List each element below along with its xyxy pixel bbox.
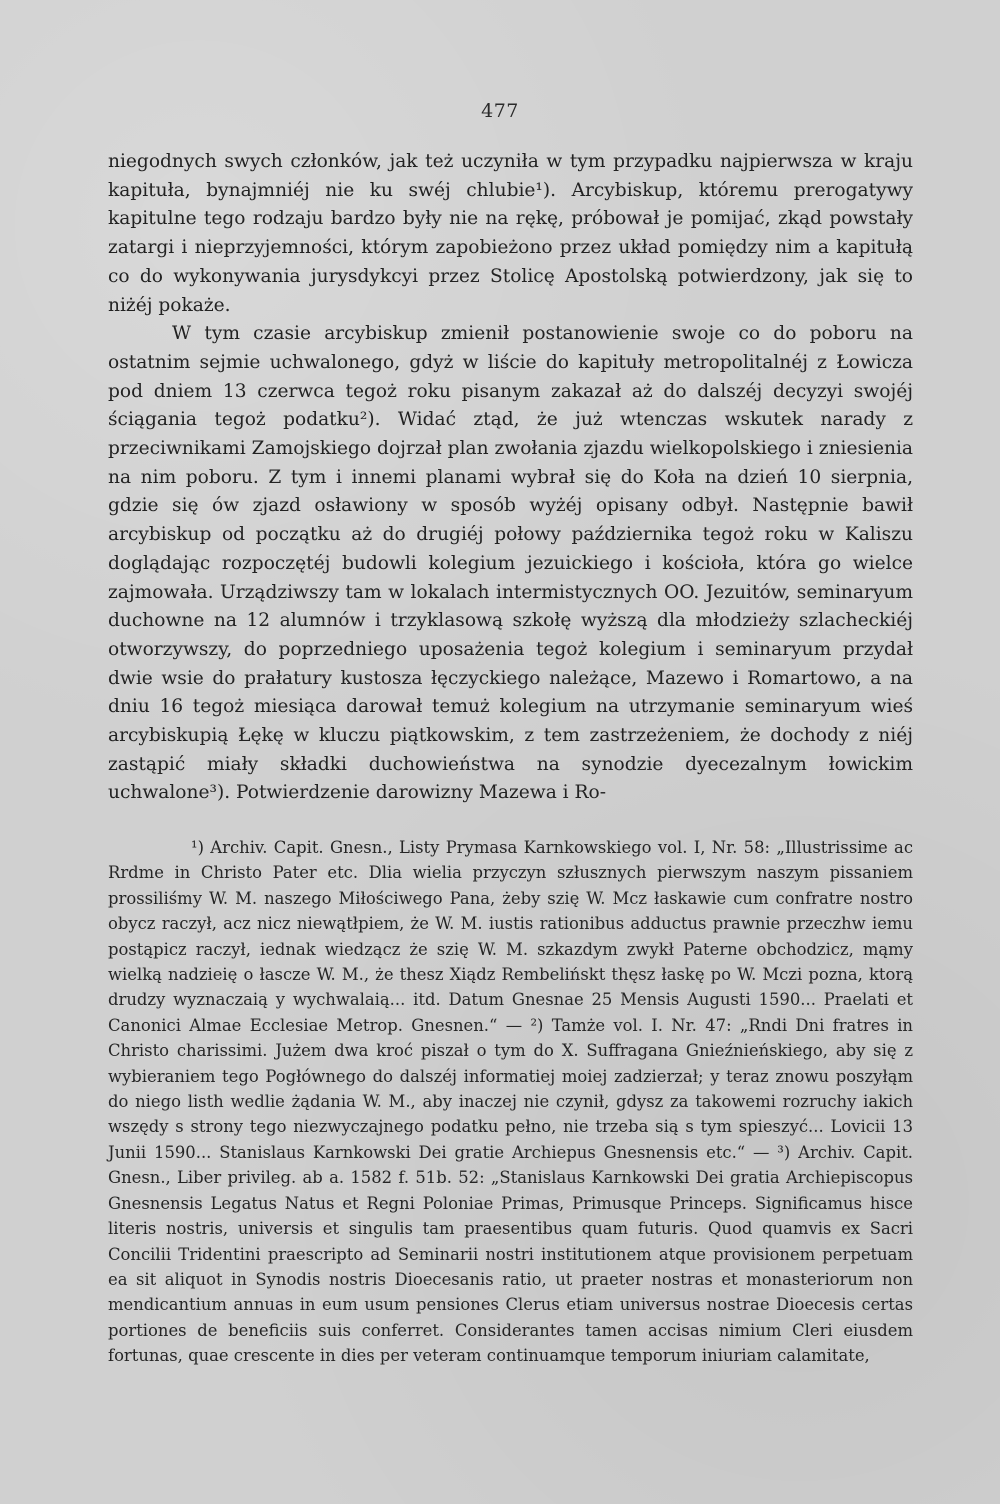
footnotes xyxy=(108,835,913,1369)
body-paragraph: niegodnych swych członków, jak też uczyniła w tym przypadku najpierwsza w kraju kapituła, bynajmniéj nie ku swéj chlubie¹). Arcybiskup, któremu prerogatywy kapitulne tego rodzaju bardzo były nie na rękę, próbował je pomijać, zkąd powstały zatargi i nieprzyjemności, którym zapobieżono przez układ pomiędzy nim a kapitułą co do wykonywania jurysdykcyi przez Stolicę Apostolską potwierdzony, jak się to niżéj pokaże. xyxy=(108,151,913,316)
page-number: 477 xyxy=(481,100,519,122)
body-paragraph: W tym czasie arcybiskup zmienił postanowienie swoje co do poboru na ostatnim sejmie uchwalonego, gdyż w liście do kapituły metropolitalnéj z Łowicza pod dniem 13 czerwca tegoż roku pisanym zakazał aż do dalszéj decyzyi swojéj ściągania tegoż podatku²). Widać ztąd, że już wtenczas wskutek narady z przeciwnikami Zamojskiego dojrzał plan zwołania zjazdu wielkopolskiego i zniesienia na nim poboru. Z tym i innemi planami wybrał się do Koła na dzień 10 sierpnia, gdzie się ów zjazd osławiony w sposób wyżéj opisany odbył. Następnie bawił arcybiskup od początku aż do drugiéj połowy października tegoż roku w Kaliszu doglądając rozpoczętéj budowli kolegium jezuickiego i kościoła, która go wielce zajmowała. Urządziwszy tam w lokalach intermistycznych OO. Jezuitów, seminaryum duchowne na 12 alumnów i trzyklasową szkołę wyższą dla młodzieży szlacheckiéj otworzywszy, do poprzedniego uposażenia tegoż kolegium i seminaryum przydał dwie wsie do prałatury kustosza łęczyckiego należące, Mazewo i Romartowo, a na dniu 16 tegoż miesiąca darował temuż kolegium na utrzymanie seminaryum wieś arcybiskupią Łękę w kluczu piątkowskim, z tem zastrzeżeniem, że dochody z niéj zastąpić miały składki duchowieństwa na synodzie dyecezalnym łowickim uchwalone³). Potwierdzenie darowizny Mazewa i Ro- xyxy=(108,323,913,804)
footnote-text: ¹) Archiv. Capit. Gnesn., Listy Prymasa Karnkowskiego vol. I, Nr. 58: „Illustrissime ac Rrdme in Christo Pater etc. Dlia wielia przyczyn szłusznych pierwszym naszym pissaniem prossiliśmy W. M. naszego Miłościwego Pana, żeby szię W. Mcz łaskawie cum confratre nostro obycz raczył, acz nicz niewątłpiem, że W. M. iustis rationibus adductus prawnie przeczhw iemu postąpicz raczył, iednak wiedzącz że szię W. M. szkazdym zwykł Paterne obchodzicz, mąmy wielką nadzieię o łascze W. M., że thesz Xiądz Rembelińskt thęsz łaskę po W. Mczi pozna, ktorą drudzy wyznaczaią y wychwalaią... itd. Datum Gnesnae 25 Mensis Augusti 1590... Praelati et Canonici Almae Ecclesiae Metrop. Gnesnen.“ — ²) Tamże vol. I. Nr. 47: „Rndi Dni fratres in Christo charissimi. Jużem dwa kroć piszał o tym do X. Suffragana Gnieźnieńskiego, aby się z wybieraniem tego Pogłównego do dalszéj informatiej moiej zadzierzał; y teraz znowu poszyłąm do niego listh wedlie żądania W. M., aby inaczej nie czynił, gdysz za takowemi rozruchy iakich wszędy s strony tego niezwyczajnego podatku pełno, nie trzeba sią s tym spieszyć... Lovicii 13 Junii 1590... Stanislaus Karnkowski Dei gratie Archiepus Gnesnensis etc.“ — ³) Archiv. Capit. Gnesn., Liber privileg. ab a. 1582 f. 51b. 52: „Stanislaus Karnkowski Dei gratia Archiepiscopus Gnesnensis Legatus Natus et Regni Poloniae Primas, Primusque Princeps. Significamus hisce literis nostris, universis et singulis tam praesentibus quam futuris. Quod quamvis ex Sacri Concilii Tridentini praescripto ad Seminarii nostri institutionem atque provisionem perpetuam ea sit aliquot in Synodis nostris Dioecesanis ratio, ut praeter nostras et monasteriorum non mendicantium annuas in eum usum pensiones Clerus etiam universus nostrae Dioecesis certas portiones de beneficiis suis conferret. Considerantes tamen accisas nimium Cleri eiusdem fortunas, quae crescente in dies per veteram continuamque temporum iniuriam calamitate, xyxy=(108,838,913,1366)
main-text xyxy=(108,148,913,808)
